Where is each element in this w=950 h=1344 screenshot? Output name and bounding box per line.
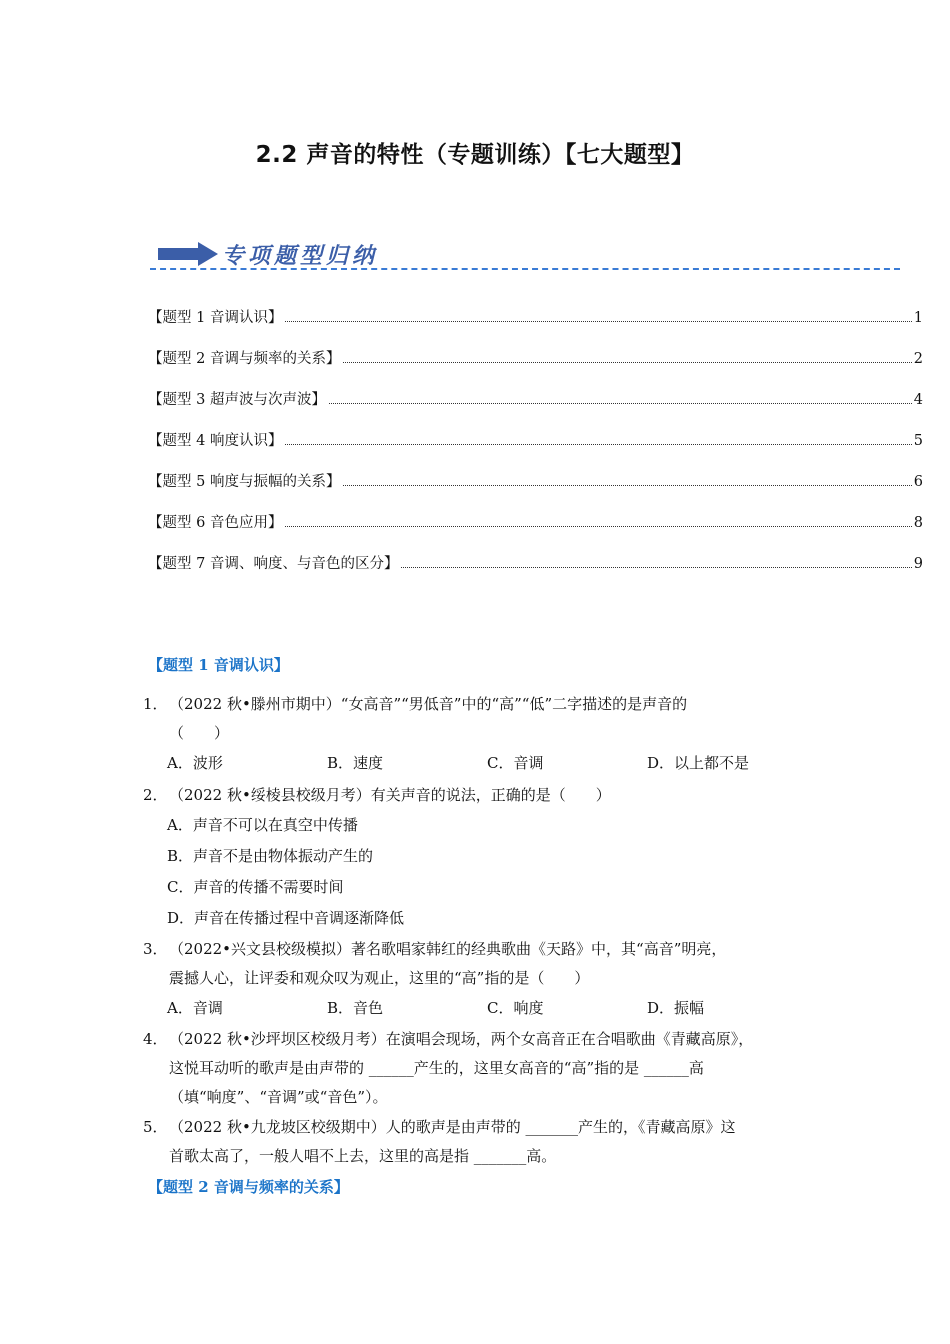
toc-leader bbox=[343, 361, 911, 363]
toc-leader bbox=[329, 402, 912, 404]
toc-leader bbox=[401, 566, 911, 568]
section-heading-1: 【题型 1 音调认识】 bbox=[148, 656, 289, 674]
option-a[interactable]: A．音调 bbox=[167, 999, 223, 1017]
option-a[interactable]: A．声音不可以在真空中传播 bbox=[167, 816, 358, 834]
toc-item[interactable]: 【题型 5 响度与振幅的关系】 6 bbox=[148, 474, 923, 490]
section-banner bbox=[150, 238, 900, 274]
option-b[interactable]: B．速度 bbox=[327, 754, 384, 772]
toc-leader bbox=[285, 443, 911, 445]
question-5: 5．（2022 秋•九龙坡区校级期中）人的歌声是由声带的 _______产生的，《青藏高原》这 首歌太高了，一般人唱不上去，这里的高是指 _______高。 bbox=[143, 1118, 736, 1165]
question-4: 4．（2022 秋•沙坪坝区校级月考）在演唱会现场，两个女高音正在合唱歌曲《青藏高原》， 这悦耳动听的歌声是由声带的 ______产生的，这里女高音的“高”指的是 ______高 （填“响度”、“音调”或“音色”）。 bbox=[143, 1030, 754, 1106]
toc-item[interactable]: 【题型 6 音色应用】 8 bbox=[148, 515, 923, 531]
toc-item[interactable]: 【题型 4 响度认识】 5 bbox=[148, 433, 923, 449]
option-d[interactable]: D．振幅 bbox=[647, 999, 705, 1017]
section-heading-2: 【题型 2 音调与频率的关系】 bbox=[148, 1178, 349, 1196]
option-b[interactable]: B．音色 bbox=[327, 999, 384, 1017]
toc-item[interactable]: 【题型 7 音调、响度、与音色的区分】 9 bbox=[148, 556, 923, 572]
option-c[interactable]: C．声音的传播不需要时间 bbox=[167, 878, 344, 896]
toc-leader bbox=[343, 484, 911, 486]
option-a[interactable]: A．波形 bbox=[167, 754, 223, 772]
option-c[interactable]: C．响度 bbox=[487, 999, 544, 1017]
toc-item[interactable]: 【题型 1 音调认识】 1 bbox=[148, 310, 923, 326]
option-d[interactable]: D．以上都不是 bbox=[647, 754, 750, 772]
arrow-right-icon bbox=[158, 242, 218, 266]
toc-leader bbox=[285, 320, 911, 322]
option-d[interactable]: D．声音在传播过程中音调逐渐降低 bbox=[167, 909, 405, 927]
options-row bbox=[143, 993, 823, 1024]
option-c[interactable]: C．音调 bbox=[487, 754, 544, 772]
toc-leader bbox=[285, 525, 911, 527]
question-1: 1．（2022 秋•滕州市期中）“女高音”“男低音”中的“高”“低”二字描述的是声音的 （ ） A．波形 B．速度 C．音调 D．以上都不是 bbox=[143, 690, 823, 779]
question-2: 2．（2022 秋•绥棱县校级月考）有关声音的说法，正确的是（ ） A．声音不可以在真空中传播 B．声音不是由物体振动产生的 C．声音的传播不需要时间 D．声音在传播过程中音调逐渐降低 bbox=[143, 781, 823, 934]
question-3: 3．（2022•兴文县校级模拟）著名歌唱家韩红的经典歌曲《天路》中，其“高音”明亮， 震撼人心，让评委和观众叹为观止，这里的“高”指的是（ ） A．音调 B．音色 C．响度 D．振幅 bbox=[143, 935, 823, 1024]
banner-title: 专项题型归纳 bbox=[222, 243, 379, 269]
toc-item[interactable]: 【题型 3 超声波与次声波】 4 bbox=[148, 392, 923, 408]
table-of-contents bbox=[148, 306, 923, 593]
options-row bbox=[143, 748, 823, 779]
option-b[interactable]: B．声音不是由物体振动产生的 bbox=[167, 847, 374, 865]
toc-item[interactable]: 【题型 2 音调与频率的关系】 2 bbox=[148, 351, 923, 367]
banner-divider bbox=[150, 268, 900, 270]
page-title: 2.2 声音的特性（专题训练）【七大题型】 bbox=[255, 142, 695, 168]
